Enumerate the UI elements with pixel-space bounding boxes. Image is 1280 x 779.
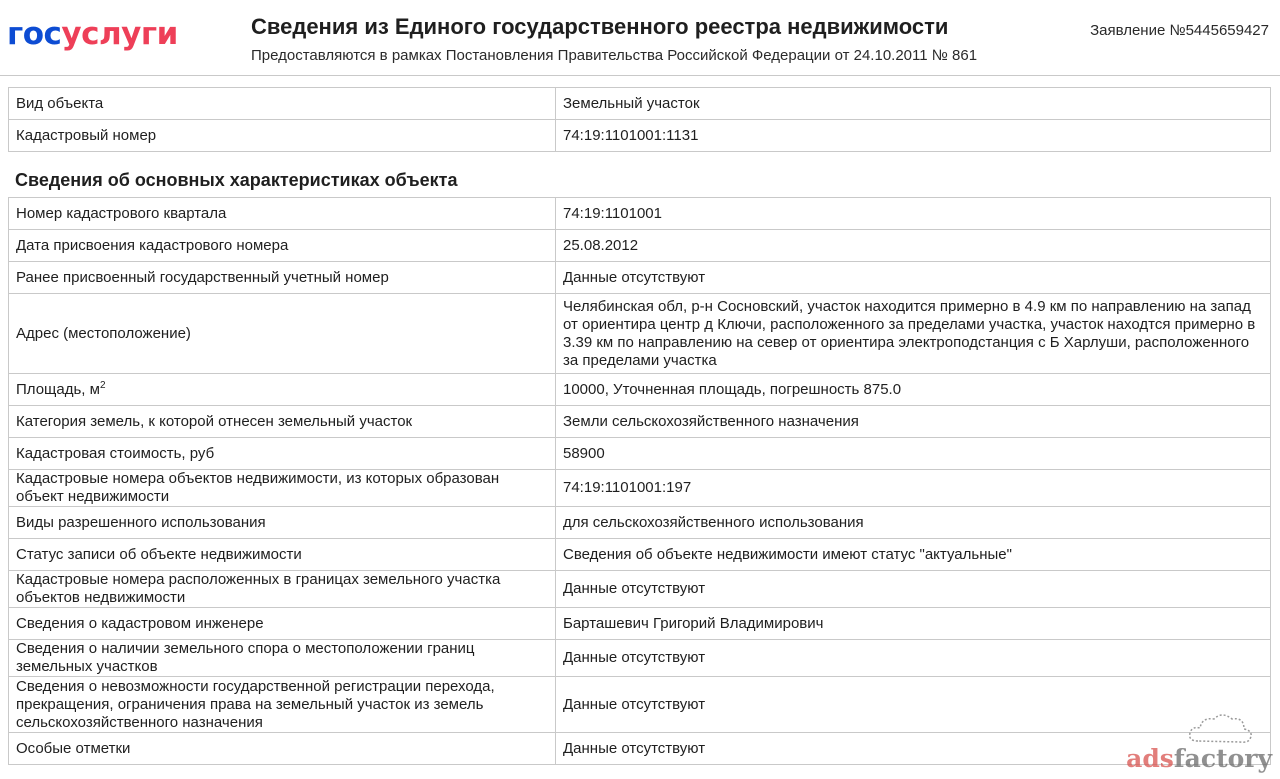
row-value: для сельскохозяйственного использования xyxy=(556,507,1271,539)
table-row xyxy=(9,88,1271,120)
row-label: Кадастровая стоимость, руб xyxy=(9,438,556,470)
watermark-ads: ads xyxy=(1126,744,1174,773)
row-label xyxy=(9,374,556,406)
row-label: Сведения о кадастровом инженере xyxy=(9,608,556,640)
table-row xyxy=(9,198,1271,230)
row-value: Барташевич Григорий Владимирович xyxy=(556,608,1271,640)
row-value: 58900 xyxy=(556,438,1271,470)
logo-part-gos: гос xyxy=(7,16,62,52)
row-value: Земельный участок xyxy=(556,88,1271,120)
row-value: 74:19:1101001 xyxy=(556,198,1271,230)
section-title: Сведения об основных характеристиках объекта xyxy=(15,170,458,190)
table-row xyxy=(9,571,1271,608)
row-value: Данные отсутствуют xyxy=(556,640,1271,677)
row-label: Ранее присвоенный государственный учетный номер xyxy=(9,262,556,294)
document-title: Сведения из Единого государственного реестра недвижимости xyxy=(251,14,949,39)
row-value: 74:19:1101001:1131 xyxy=(556,120,1271,152)
row-label: Особые отметки xyxy=(9,733,556,765)
table-row xyxy=(9,120,1271,152)
row-label: Статус записи об объекте недвижимости xyxy=(9,539,556,571)
row-label: Сведения о невозможности государственной регистрации перехода, прекращения, ограничения права на земельный участок из земель сельскохозяйственного назначения xyxy=(9,677,556,733)
row-value: Данные отсутствуют xyxy=(556,262,1271,294)
row-value: 74:19:1101001:197 xyxy=(556,470,1271,507)
row-value: Данные отсутствуют xyxy=(556,733,1271,765)
row-label: Кадастровые номера расположенных в границах земельного участка объектов недвижимости xyxy=(9,571,556,608)
row-value: 25.08.2012 xyxy=(556,230,1271,262)
table-row xyxy=(9,374,1271,406)
table-row xyxy=(9,539,1271,571)
table-row xyxy=(9,608,1271,640)
row-label: Адрес (местоположение) xyxy=(9,294,556,374)
adsfactory-watermark xyxy=(1126,707,1276,777)
row-label: Номер кадастрового квартала xyxy=(9,198,556,230)
application-number: Заявление №5445659427 xyxy=(1090,22,1269,39)
row-value: Земли сельскохозяйственного назначения xyxy=(556,406,1271,438)
row-label: Сведения о наличии земельного спора о местоположении границ земельных участков xyxy=(9,640,556,677)
area-label-superscript: 2 xyxy=(99,379,106,391)
row-label: Виды разрешенного использования xyxy=(9,507,556,539)
gosuslugi-logo[interactable] xyxy=(7,14,178,54)
area-label-text: Площадь, м xyxy=(16,380,100,398)
table-row xyxy=(9,406,1271,438)
document-subtitle: Предоставляются в рамках Постановления Правительства Российской Федерации от 24.10.2011 № 861 xyxy=(251,47,978,64)
row-value: Данные отсутствуют xyxy=(556,677,1271,733)
row-value: Челябинская обл, р-н Сосновский, участок находится примерно в 4.9 км по направлению на запад от ориентира центр д Ключи, расположенного за пределами участка, участок находтся примерно в 3.39 км по направлению на север от ориентира электроподстанция с Б Харлуши, расположенного за пределами участка xyxy=(556,294,1271,374)
table-row xyxy=(9,294,1271,374)
row-value: Данные отсутствуют xyxy=(556,571,1271,608)
table-row xyxy=(9,230,1271,262)
table-row xyxy=(9,640,1271,677)
row-label: Вид объекта xyxy=(9,88,556,120)
row-label: Кадастровый номер xyxy=(9,120,556,152)
header xyxy=(0,0,1280,76)
row-value: Сведения об объекте недвижимости имеют статус "актуальные" xyxy=(556,539,1271,571)
row-label: Кадастровые номера объектов недвижимости, из которых образован объект недвижимости xyxy=(9,470,556,507)
logo-part-uslugi: услуги xyxy=(61,16,178,52)
table-row xyxy=(9,733,1271,765)
row-label: Дата присвоения кадастрового номера xyxy=(9,230,556,262)
table-row xyxy=(9,677,1271,733)
object-table xyxy=(8,87,1271,152)
table-row xyxy=(9,438,1271,470)
watermark-factory: factory xyxy=(1173,744,1272,773)
cloud-icon xyxy=(1186,709,1256,749)
table-row xyxy=(9,507,1271,539)
row-label: Категория земель, к которой отнесен земельный участок xyxy=(9,406,556,438)
watermark-text xyxy=(1126,744,1272,773)
table-row xyxy=(9,262,1271,294)
table-row xyxy=(9,470,1271,507)
characteristics-table xyxy=(8,197,1271,765)
row-value: 10000, Уточненная площадь, погрешность 875.0 xyxy=(556,374,1271,406)
